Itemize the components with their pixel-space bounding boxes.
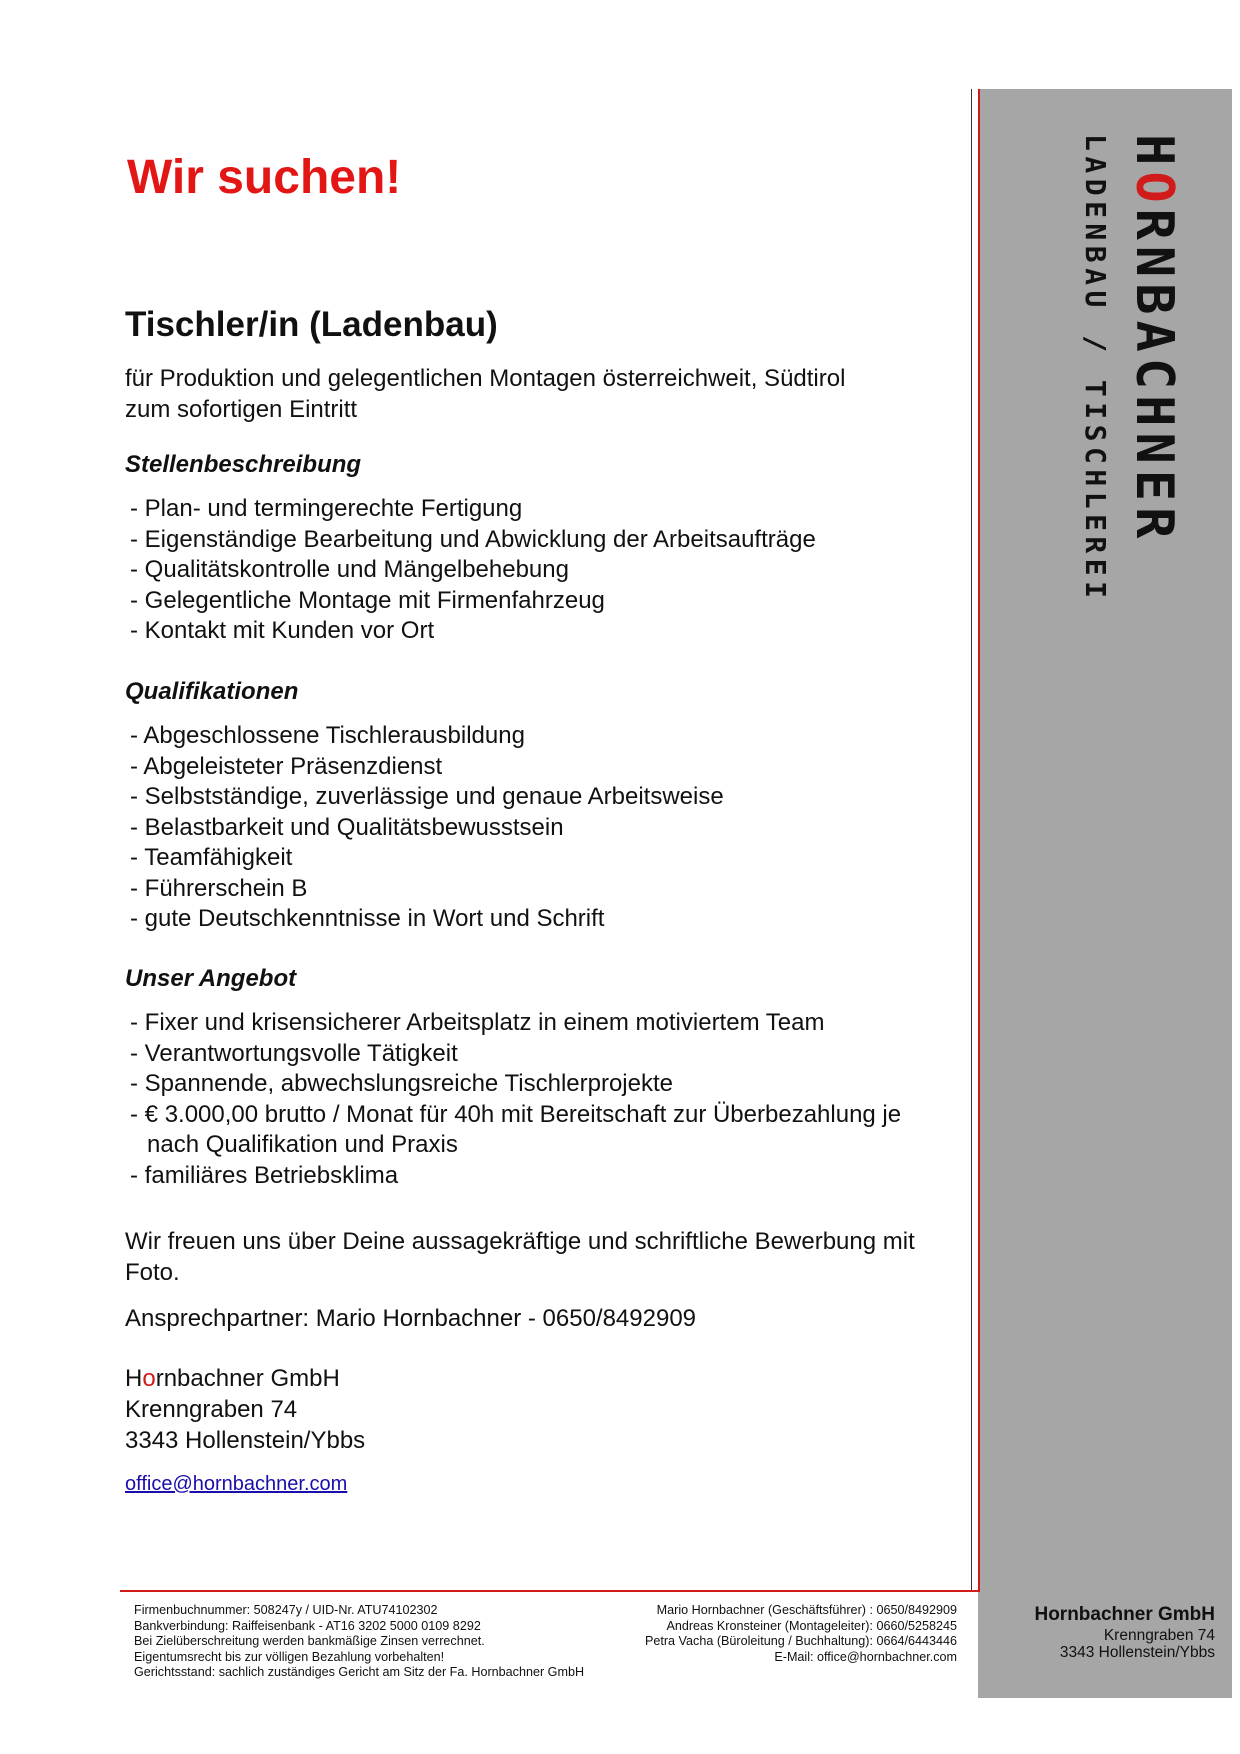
footer-line: Andreas Kronsteiner (Montageleiter): 0660/5258245	[666, 1618, 957, 1633]
list-angebot	[130, 1008, 930, 1191]
section-heading-angebot: Unser Angebot	[125, 965, 297, 992]
job-title: Tischler/in (Ladenbau)	[125, 305, 498, 344]
footer-legal	[134, 1603, 584, 1681]
footer-line: Petra Vacha (Büroleitung / Buchhaltung): 0664/6443446	[644, 1634, 957, 1649]
email-link[interactable]: office@hornbachner.com	[125, 1473, 348, 1495]
headline: Wir suchen!	[127, 151, 402, 204]
logo-subtitle: LADENBAU / TISCHLEREI	[1079, 134, 1112, 604]
list-item: - gute Deutschkenntnisse in Wort und Schrift	[130, 904, 724, 935]
list-item: - € 3.000,00 brutto / Monat für 40h mit Bereitschaft zur Überbezahlung je nach Qualifikation und Praxis	[130, 1100, 930, 1161]
divider-horizontal-red	[120, 1590, 980, 1592]
footer-company-name: Hornbachner GmbH	[1034, 1604, 1215, 1625]
divider-vertical-black	[971, 89, 972, 1591]
list-item: - Spannende, abwechslungsreiche Tischlerprojekte	[130, 1069, 930, 1100]
footer-line: Gerichtsstand: sachlich zuständiges Gericht am Sitz der Fa. Hornbachner GmbH	[134, 1665, 585, 1680]
footer-line: E-Mail: office@hornbachner.com	[774, 1649, 957, 1664]
list-item: - Selbstständige, zuverlässige und genaue Arbeitsweise	[130, 782, 724, 813]
footer-contacts	[645, 1603, 957, 1665]
footer-company	[1034, 1603, 1215, 1661]
closing-text: Wir freuen uns über Deine aussagekräftige und schriftliche Bewerbung mit Foto.	[125, 1228, 915, 1286]
logo-name: HORNBACHNER	[1124, 134, 1184, 545]
address-city: 3343 Hollenstein/Ybbs	[125, 1427, 366, 1454]
list-item: - Gelegentliche Montage mit Firmenfahrzeug	[130, 586, 816, 617]
list-item: - Fixer und krisensicherer Arbeitsplatz in einem motiviertem Team	[130, 1008, 930, 1039]
list-item: - Abgeschlossene Tischlerausbildung	[130, 721, 724, 752]
list-item: - Führerschein B	[130, 874, 724, 905]
company-logo	[1079, 134, 1184, 604]
address-street: Krenngraben 74	[125, 1396, 298, 1423]
intro-line: für Produktion und gelegentlichen Montagen österreichweit, Südtirol	[125, 365, 846, 392]
company-address	[125, 1363, 365, 1456]
section-heading-qualifikationen: Qualifikationen	[125, 678, 299, 705]
footer-company-city: 3343 Hollenstein/Ybbs	[1059, 1644, 1215, 1661]
list-item: - Plan- und termingerechte Fertigung	[130, 494, 816, 525]
list-item: - Kontakt mit Kunden vor Ort	[130, 616, 816, 647]
list-item: - familiäres Betriebsklima	[130, 1161, 930, 1192]
section-heading-stellenbeschreibung: Stellenbeschreibung	[125, 451, 362, 478]
footer-line: Firmenbuchnummer: 508247y / UID-Nr. ATU74102302	[134, 1603, 438, 1617]
list-item: - Qualitätskontrolle und Mängelbehebung	[130, 555, 816, 586]
footer-line: Bankverbindung: Raiffeisenbank - AT16 3202 5000 0109 8292	[134, 1618, 481, 1633]
list-item: - Abgeleisteter Präsenzdienst	[130, 752, 724, 783]
job-intro	[125, 363, 945, 425]
list-item: - Eigenständige Bearbeitung und Abwicklung der Arbeitsaufträge	[130, 525, 816, 556]
company-name: Hornbachner GmbH	[125, 1365, 340, 1392]
footer-line: Mario Hornbachner (Geschäftsführer) : 0650/8492909	[656, 1603, 957, 1617]
list-qualifikationen	[130, 721, 724, 935]
list-item: - Verantwortungsvolle Tätigkeit	[130, 1039, 930, 1070]
divider-vertical-red	[978, 89, 980, 1591]
contact-person: Ansprechpartner: Mario Hornbachner - 0650/8492909	[125, 1305, 697, 1332]
footer-line: Eigentumsrecht bis zur völligen Bezahlung vorbehalten!	[134, 1649, 445, 1664]
intro-line: zum sofortigen Eintritt	[125, 396, 358, 423]
footer-line: Bei Zielüberschreitung werden bankmäßige Zinsen verrechnet.	[134, 1634, 485, 1649]
list-item: - Teamfähigkeit	[130, 843, 724, 874]
list-item: - Belastbarkeit und Qualitätsbewusstsein	[130, 813, 724, 844]
footer-company-street: Krenngraben 74	[1103, 1627, 1215, 1644]
list-stellenbeschreibung	[130, 494, 816, 647]
